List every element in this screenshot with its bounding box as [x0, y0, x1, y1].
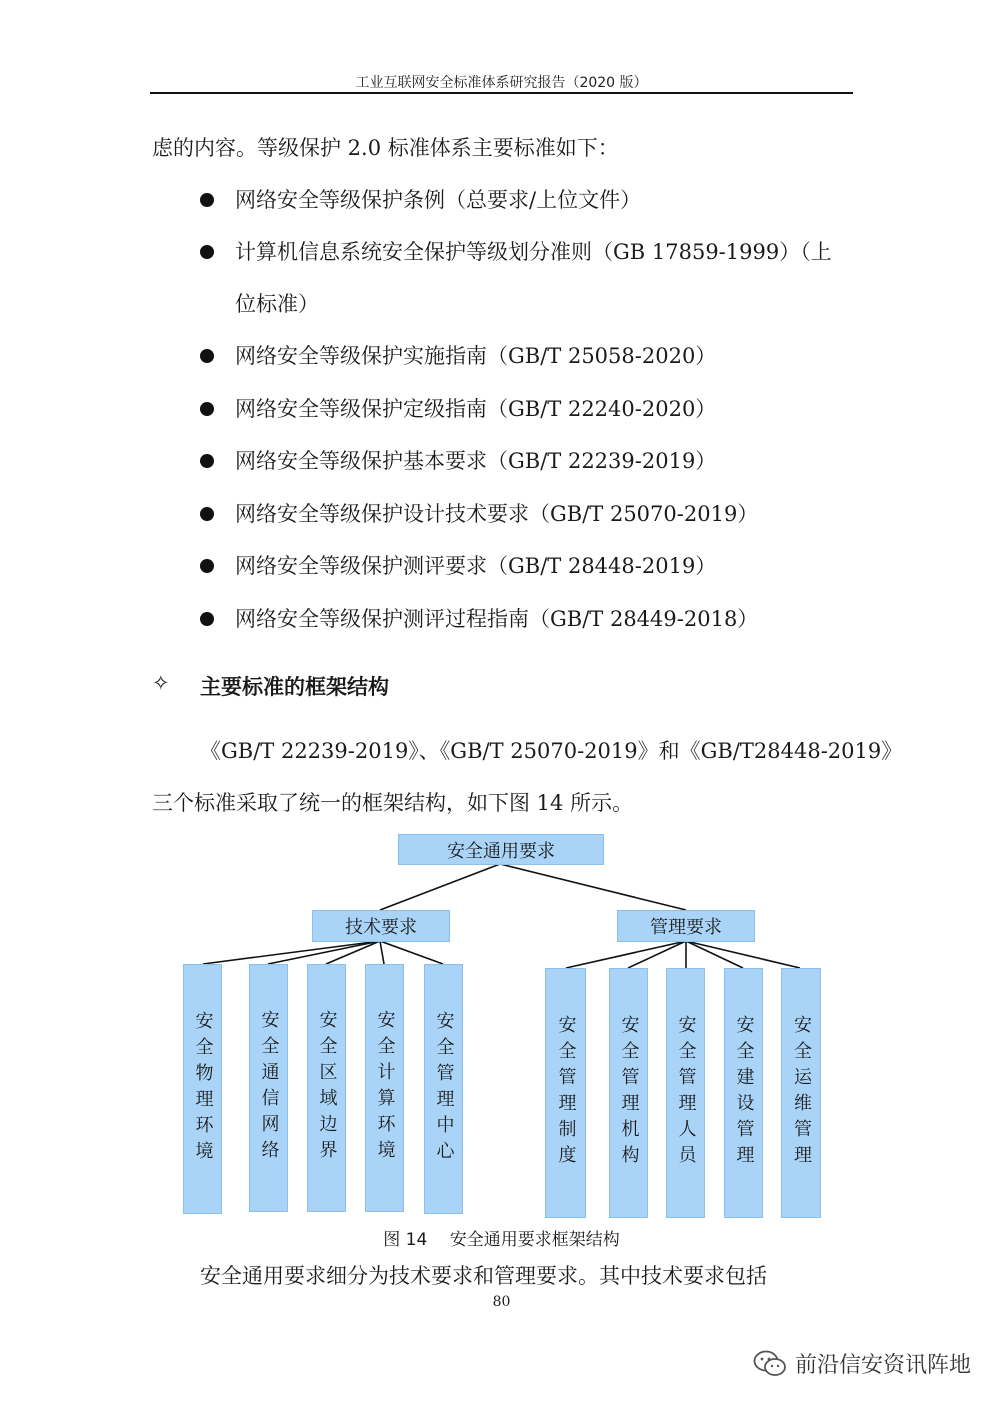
wechat-icon [753, 1350, 787, 1378]
node-root: 安全通用要求 [398, 834, 604, 865]
list-item: 网络安全等级保护设计技术要求（GB/T 25070-2019） [235, 502, 759, 526]
node-mgmt-child: 安全运维管理 [781, 968, 821, 1218]
node-mgmt-requirements: 管理要求 [617, 910, 755, 942]
figure-caption: 图 14 安全通用要求框架结构 [383, 1230, 620, 1250]
node-tech-child: 安全物理环境 [183, 964, 222, 1214]
watermark [753, 1348, 971, 1379]
list-item: 网络安全等级保护实施指南（GB/T 25058-2020） [235, 344, 717, 368]
list-item: 网络安全等级保护基本要求（GB/T 22239-2019） [235, 449, 717, 473]
page-number: 80 [492, 1294, 511, 1310]
list-item: 网络安全等级保护条例（总要求/上位文件） [235, 188, 642, 212]
node-mgmt-child: 安全管理机构 [609, 968, 648, 1218]
watermark-text: 前沿信安资讯阵地 [794, 1353, 971, 1378]
node-tech-requirements: 技术要求 [312, 910, 450, 942]
node-mgmt-child: 安全管理制度 [545, 968, 586, 1218]
node-tech-child: 安全区域边界 [307, 964, 346, 1212]
list-item: 计算机信息系统安全保护等级划分准则（GB 17859-1999）（上 [235, 240, 832, 264]
list-item: 网络安全等级保护测评要求（GB/T 28448-2019） [235, 554, 717, 578]
node-mgmt-child: 安全建设管理 [724, 968, 763, 1218]
node-tech-child: 安全管理中心 [424, 964, 463, 1214]
closing-paragraph: 安全通用要求细分为技术要求和管理要求。其中技术要求包括 [200, 1264, 767, 1288]
running-header: 工业互联网安全标准体系研究报告（2020 版） [355, 75, 648, 91]
framework-paragraph-line1: 《GB/T 22239-2019》、《GB/T 25070-2019》和《GB/T28448-2019》 [200, 739, 903, 763]
list-item-continuation: 位标准） [235, 292, 319, 316]
node-tech-child: 安全计算环境 [365, 964, 404, 1212]
list-item: 网络安全等级保护测评过程指南（GB/T 28449-2018） [235, 607, 759, 631]
list-item: 网络安全等级保护定级指南（GB/T 22240-2020） [235, 397, 717, 421]
node-mgmt-child: 安全管理人员 [666, 968, 705, 1218]
node-tech-child: 安全通信网络 [249, 964, 288, 1212]
framework-paragraph-line2: 三个标准采取了统一的框架结构，如下图 14 所示。 [152, 791, 634, 815]
intro-paragraph: 虑的内容。等级保护 2.0 标准体系主要标准如下： [152, 136, 619, 160]
section-marker-icon: ✧ [152, 671, 170, 695]
section-heading: 主要标准的框架结构 [200, 675, 389, 699]
